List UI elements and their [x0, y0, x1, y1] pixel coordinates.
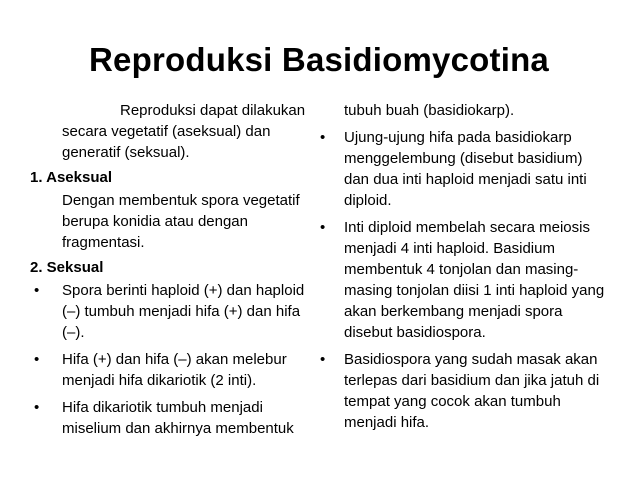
continuation-text: tubuh buah (basidiokarp). — [344, 102, 515, 119]
list-item-text: Spora berinti haploid (+) dan haploid (–) tumbuh menjadi hifa (+) dan hifa (–). — [62, 282, 305, 341]
list-item — [30, 280, 326, 343]
bullet-icon: • — [320, 219, 326, 236]
list-item-text: Basidiospora yang sudah masak akan terlepas dari basidium dan jika jatuh di tempat yang cocok akan tumbuh menjadi hifa. — [344, 351, 600, 431]
seksual-heading: 2. Seksual — [30, 259, 104, 276]
left-column — [30, 100, 326, 445]
aseksual-heading: 1. Aseksual — [30, 169, 112, 186]
bullet-icon: • — [34, 399, 40, 416]
bullet-icon: • — [34, 282, 40, 299]
list-item — [30, 397, 326, 439]
list-item-text: Hifa (+) dan hifa (–) akan melebur menjadi hifa dikariotik (2 inti). — [62, 351, 287, 389]
list-item — [320, 217, 610, 343]
list-item — [30, 349, 326, 391]
right-bullet-list — [320, 127, 610, 433]
right-column — [320, 100, 610, 439]
bullet-icon: • — [320, 351, 326, 368]
bullet-icon: • — [320, 129, 326, 146]
seksual-bullet-list — [30, 280, 326, 439]
list-item-text: Inti diploid membelah secara meiosis menjadi 4 inti haploid. Basidium membentuk 4 tonjolan dan masing-masing tonjolan diisi 1 inti haploid yang akan berkembang menjadi spora disebut basidiospora. — [344, 219, 605, 341]
slide-title: Reproduksi Basidiomycotina — [89, 41, 549, 78]
list-item-text: Hifa dikariotik tumbuh menjadi miselium dan akhirnya membentuk — [62, 399, 294, 437]
list-item — [320, 127, 610, 211]
list-item — [320, 349, 610, 433]
list-item-text: Ujung-ujung hifa pada basidiokarp menggelembung (disebut basidium) dan dua inti haploid menjadi satu inti diploid. — [344, 129, 587, 209]
intro-paragraph: Reproduksi dapat dilakukan secara vegetatif (aseksual) dan generatif (seksual). — [62, 102, 306, 161]
aseksual-text: Dengan membentuk spora vegetatif berupa konidia atau dengan fragmentasi. — [62, 192, 300, 251]
bullet-icon: • — [34, 351, 40, 368]
